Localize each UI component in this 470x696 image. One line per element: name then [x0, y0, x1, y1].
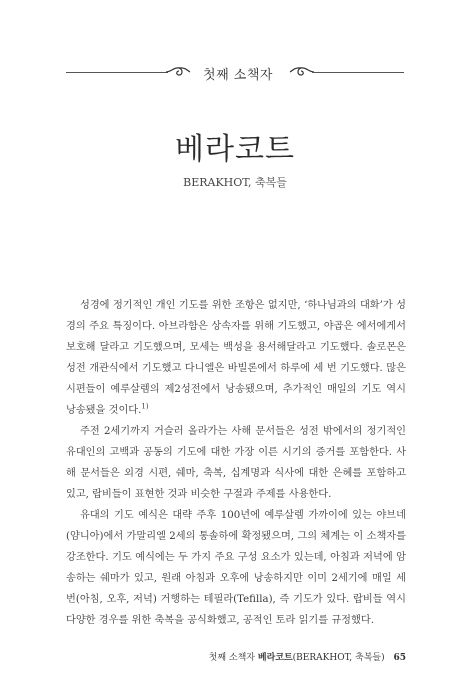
- body-text: [66, 295, 406, 631]
- footnote-marker[interactable]: 1): [141, 402, 149, 411]
- paragraph-1-text: 성경에 정기적인 개인 기도를 위한 조항은 없지만, ‘하나님과의 대화’가 성경의 주요 특징이다. 아브라함은 상속자를 위해 기도했고, 야곱은 에서에게서 보호해 달라고 기도했으며, 모세는 백성을 용서해달라고 기도했다. 솔로몬은 성전 개관식에서 기도했고 다니엘은 바빌론에서 하루에 세 번 기도했다. 많은 시편들이 예루살렘의 제2성전에서 낭송됐으며, 추가적인 매일의 기도 역시 낭송됐을 것이다.: [66, 300, 406, 416]
- section-header: [0, 62, 470, 84]
- footer-title-sub: (BERAKHOT, 축복들): [292, 653, 385, 663]
- page-number: 65: [393, 653, 406, 663]
- paragraph-3: 유대의 기도 예식은 대략 주후 100년에 예루살렘 가까이에 있는 야브네(얌니아)에서 가말리엘 2세의 통솔하에 확정됐으며, 그의 체계는 이 소책자를 강조한다. 기도 예식에는 두 가지 주요 구성 요소가 있는데, 아침과 저녁에 암송하는 쉐마가 있고, 원래 아침과 오후에 낭송하지만 이미 2세기에 매일 세 번(아침, 오후, 저녁) 거행하는 테필라(Tefilla), 즉 기도가 있다. 랍비들 역시 다양한 경우를 위한 축복을 공식화했고, 공적인 토라 읽기를 규정했다.: [66, 510, 406, 626]
- section-title: 첫째 소책자: [203, 68, 273, 83]
- paragraph-1: [66, 295, 406, 421]
- left-flourish-icon: [165, 65, 191, 79]
- chapter-title: 베라코트: [175, 132, 295, 167]
- header-rule-right: [312, 72, 404, 73]
- footer-title: 베라코트: [257, 653, 293, 663]
- page-footer: [209, 650, 406, 663]
- footer-section: 첫째 소책자: [208, 653, 256, 663]
- chapter-subtitle: BERAKHOT, 축복들: [183, 176, 287, 189]
- header-rule-left: [66, 72, 168, 73]
- paragraph-2: 주전 2세기까지 거슬러 올라가는 사해 문서들은 성전 밖에서의 정기적인 유대인의 고백과 공동의 기도에 대한 가장 이른 시기의 증거를 포함한다. 사해 문서들은 외경 시편, 쉐마, 축복, 십계명과 식사에 대한 은혜를 포함하고 있고, 랍비들이 표현한 것과 비슷한 구절과 주제를 사용한다.: [66, 426, 406, 500]
